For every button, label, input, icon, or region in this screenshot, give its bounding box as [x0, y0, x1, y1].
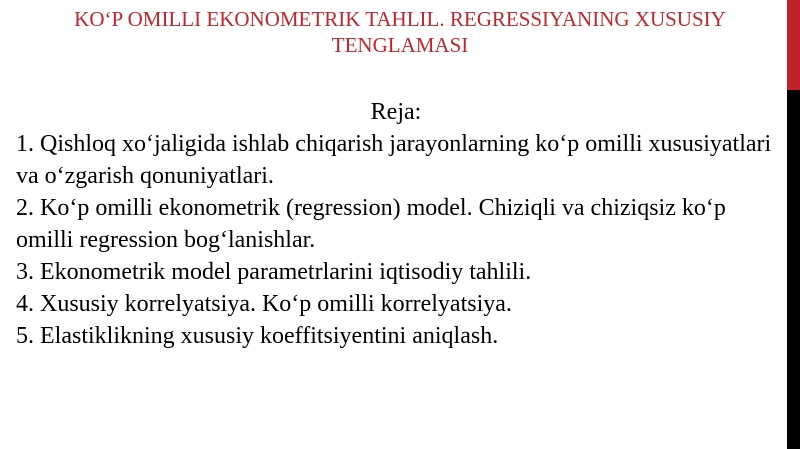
- plan-item-3: 3. Ekonometrik model parametrlarini iqtisodiy tahlili.: [16, 259, 532, 285]
- plan-item-1: 1. Qishloq xo‘jaligida ishlab chiqarish jarayonlarning ko‘p omilli xususiyatlari va o‘zgarish qonuniyatlari.: [16, 131, 772, 189]
- accent-bar-black: [787, 90, 800, 449]
- plan-item-2: 2. Ko‘p omilli ekonometrik (regression) model. Chiziqli va chiziqsiz ko‘p omilli regression bog‘lanishlar.: [16, 195, 726, 253]
- plan-heading: Reja:: [370, 99, 422, 125]
- plan-item-5: 5. Elastiklikning xususiy koeffitsiyentini aniqlash.: [16, 323, 499, 349]
- slide-title: KO‘P OMILLI EKONOMETRIK TAHLIL. REGRESSIYANING XUSUSIY TENGLAMASI: [74, 7, 726, 57]
- accent-bar-red: [787, 0, 800, 90]
- slide-content: [16, 96, 776, 352]
- plan-item-4: 4. Xususiy korrelyatsiya. Ko‘p omilli korrelyatsiya.: [16, 291, 512, 317]
